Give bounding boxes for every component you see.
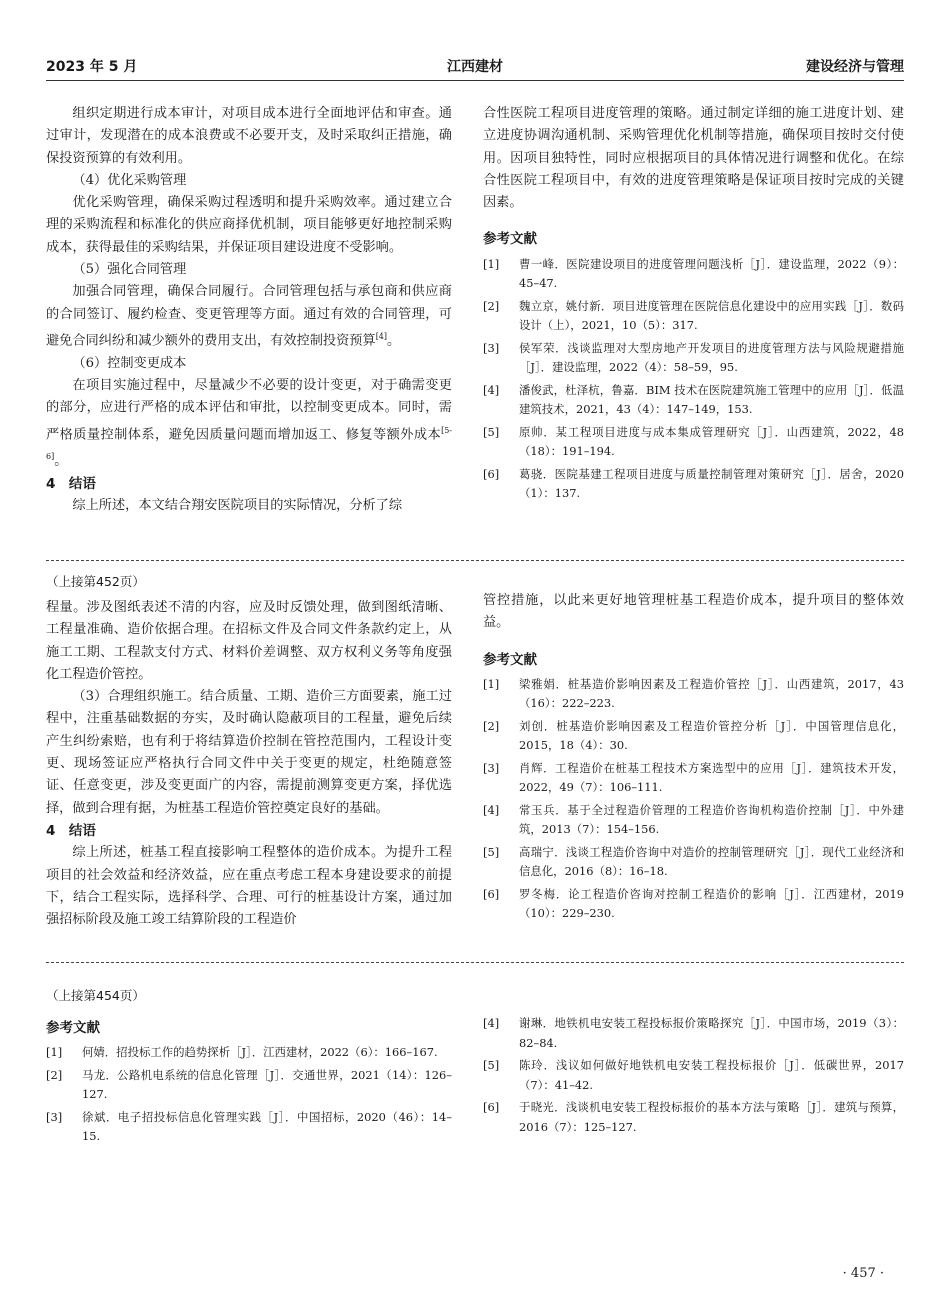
paragraph: 在项目实施过程中，尽量减少不必要的设计变更，对于确需变更的部分，应进行严格的成本评估和审批，以控制变更成本。同时，需严格质量控制体系，避免因质量问题而增加返工、修复等额外成本[5-6]。	[46, 377, 452, 469]
reference-text: 潘俊武，杜泽杭，鲁嘉．BIM 技术在医院建筑施工管理中的应用［J］．低温建筑技术，2021，43（4）：147–149，153.	[519, 382, 904, 417]
reference-number: [1]	[483, 256, 500, 271]
reference-number: [3]	[46, 1109, 63, 1124]
article3-left-column	[46, 1017, 452, 1150]
reference-item	[483, 1098, 904, 1137]
paragraph: 程量。涉及图纸表述不清的内容，应及时反馈处理，做到图纸清晰、工程量准确、造价依据合理。在招标文件及合同文件条款约定上，从施工工期、工程款支付方式、材料价差调整、双方权利义务等角度强化工程造价管控。	[46, 600, 452, 682]
reference-text: 于晓光．浅谈机电安装工程投标报价的基本方法与策略［J］．建筑与预算，2016（7）：125–127.	[519, 1100, 904, 1134]
references-heading: 参考文献	[46, 1020, 100, 1036]
reference-list	[483, 675, 904, 924]
reference-number: [2]	[483, 298, 500, 313]
reference-number: [6]	[483, 886, 500, 901]
reference-text: 侯军荣．浅谈监理对大型房地产开发项目的进度管理方法与风险规避措施［J］．建设监理，2022（4）：58–59，95.	[519, 340, 904, 375]
reference-text: 常玉兵．基于全过程造价管理的工程造价咨询机构造价控制［J］．中外建筑，2013（7）：154–156.	[519, 802, 904, 837]
reference-number: [3]	[483, 340, 500, 355]
reference-text: 刘创．桩基造价影响因素及工程造价管控分析［J］．中国管理信息化，2015，18（4）：30.	[519, 718, 904, 753]
reference-text: 原帅．某工程项目进度与成本集成管理研究［J］．山西建筑，2022，48（18）：191–194.	[519, 424, 904, 459]
reference-number: [6]	[483, 466, 500, 481]
section-title: 建设经济与管理	[806, 59, 904, 75]
reference-number: [5]	[483, 424, 500, 439]
reference-text: 葛骁．医院基建工程项目进度与质量控制管理对策研究［J］．居舍，2020（1）：137.	[519, 466, 904, 501]
page-number: · 457 ·	[842, 1266, 884, 1281]
reference-number: [4]	[483, 382, 500, 397]
reference-item	[46, 1108, 452, 1147]
reference-item	[483, 255, 904, 294]
continuation-note: （上接第452页）	[46, 574, 145, 589]
reference-item	[46, 1043, 452, 1063]
article1-left-column	[46, 103, 452, 518]
reference-item	[483, 885, 904, 924]
references-heading: 参考文献	[483, 231, 537, 248]
reference-number: [5]	[483, 844, 500, 859]
reference-item	[483, 465, 904, 504]
section-divider	[46, 962, 904, 963]
conclusion-heading: 4 结语	[46, 475, 96, 492]
reference-text: 魏立京，姚付新．项目进度管理在医院信息化建设中的应用实践［J］．数码设计（上），2021，10（5）：317.	[519, 298, 904, 333]
reference-number: [6]	[483, 1100, 500, 1114]
paragraph: 组织定期进行成本审计，对项目成本进行全面地评估和审查。通过审计，发现潜在的成本浪费或不必要开支，及时采取纠正措施，确保投资预算的有效利用。	[46, 106, 452, 166]
subheading: （4）优化采购管理	[72, 172, 187, 188]
reference-number: [3]	[483, 760, 500, 775]
reference-item	[483, 1014, 904, 1053]
reference-number: [2]	[483, 718, 500, 733]
reference-number: [1]	[46, 1045, 63, 1060]
reference-item	[46, 1066, 452, 1105]
reference-item	[483, 1056, 904, 1095]
reference-item	[483, 843, 904, 882]
reference-text: 罗冬梅．论工程造价咨询对控制工程造价的影响［J］．江西建材，2019（10）：229–230.	[519, 886, 904, 921]
paragraph: 合性医院工程项目进度管理的策略。通过制定详细的施工进度计划、建立进度协调沟通机制、采购管理优化机制等措施，确保项目按时交付使用。因项目独特性，同时应根据项目的具体情况进行调整和优化。在综合性医院工程项目中，有效的进度管理策略是保证项目按时完成的关键因素。	[483, 106, 904, 211]
reference-number: [4]	[483, 802, 500, 817]
running-header	[46, 56, 904, 80]
reference-item	[483, 297, 904, 336]
reference-text: 陈玲．浅议如何做好地铁机电安装工程投标报价［J］．低碳世界，2017（7）：41–42.	[519, 1058, 904, 1092]
reference-list	[46, 1043, 452, 1147]
article3-right-column	[483, 1014, 904, 1140]
continuation-note: （上接第454页）	[46, 988, 145, 1003]
article2-right-column	[483, 590, 904, 927]
article1-right-column	[483, 103, 904, 507]
paragraph: 优化采购管理，确保采购过程透明和提升采购效率。通过建立合理的采购流程和标准化的供应商择优机制，项目能够更好地控制采购成本，获得最佳的采购结果，并保证项目建设进度不受影响。	[46, 195, 452, 255]
reference-number: [2]	[46, 1067, 63, 1082]
reference-text: 梁雅娟．桩基造价影响因素及工程造价管控［J］．山西建筑，2017，43（16）：222–223.	[519, 676, 904, 711]
reference-item	[483, 381, 904, 420]
paragraph: 综上所述，桩基工程直接影响工程整体的造价成本。为提升工程项目的社会效益和经济效益，应在重点考虑工程本身建设要求的前提下，结合工程实际，选择科学、合理、可行的桩基设计方案，通过加强招标阶段及施工竣工结算阶段的工程造价	[46, 845, 452, 928]
issue-date: 2023 年 5 月	[46, 59, 138, 75]
reference-item	[483, 339, 904, 378]
header-rule	[46, 80, 904, 81]
journal-title: 江西建材	[447, 59, 503, 75]
subheading: （6）控制变更成本	[72, 355, 187, 371]
paragraph: 加强合同管理，确保合同履行。合同管理包括与承包商和供应商的合同签订、履约检查、变更管理等方面。通过有效的合同管理，可避免合同纠纷和减少额外的费用支出，有效控制投资预算[4]。	[46, 284, 452, 349]
reference-text: 肖辉．工程造价在桩基工程技术方案选型中的应用［J］．建筑技术开发，2022，49（7）：106–111.	[519, 760, 904, 795]
reference-text: 高瑞宁．浅谈工程造价咨询中对造价的控制管理研究［J］．现代工业经济和信息化，2016（8）：16–18.	[519, 844, 904, 879]
subheading: （5）强化合同管理	[72, 262, 187, 278]
reference-text: 何婧．招投标工作的趋势探析［J］．江西建材，2022（6）：166–167.	[82, 1045, 438, 1060]
citation: [4]	[375, 331, 388, 341]
reference-text: 徐斌．电子招投标信息化管理实践［J］．中国招标，2020（46）：14–15.	[82, 1109, 452, 1144]
reference-item	[483, 423, 904, 462]
paragraph: （3）合理组织施工。结合质量、工期、造价三方面要素，施工过程中，注重基础数据的夯实，及时确认隐蔽项目的工程量，避免后续产生纠纷索赔，也有利于将结算造价控制在管控范围内，工程设计变更、现场签证应严格执行合同文件中关于变更的规定，杜绝随意签证、任意变更，涉及变更面广的内容，需提前测算变更方案，择优选择，做到合理有据，为桩基工程造价管控奠定良好的基础。	[46, 689, 452, 816]
reference-text: 谢琳．地铁机电安装工程投标报价策略探究［J］．中国市场，2019（3）：82–84.	[519, 1016, 904, 1050]
reference-number: [1]	[483, 676, 500, 691]
reference-item	[483, 675, 904, 714]
conclusion-heading: 4 结语	[46, 822, 96, 839]
reference-text: 马龙．公路机电系统的信息化管理［J］．交通世界，2021（14）：126–127.	[82, 1067, 452, 1102]
paragraph: 综上所述，本文结合翔安医院项目的实际情况，分析了综	[72, 498, 403, 514]
reference-text: 曹一峰．医院建设项目的进度管理问题浅析［J］．建设监理，2022（9）：45–47.	[519, 256, 904, 291]
reference-list	[483, 1014, 904, 1137]
reference-item	[483, 717, 904, 756]
reference-list	[483, 255, 904, 504]
reference-item	[483, 759, 904, 798]
article2-left-column	[46, 597, 452, 931]
reference-number: [5]	[483, 1058, 500, 1072]
paragraph: 管控措施，以此来更好地管理桩基工程造价成本，提升项目的整体效益。	[483, 593, 904, 631]
reference-item	[483, 801, 904, 840]
references-heading: 参考文献	[483, 651, 537, 668]
section-divider	[46, 560, 904, 561]
reference-number: [4]	[483, 1016, 500, 1030]
citation: [5-6]	[46, 425, 452, 462]
